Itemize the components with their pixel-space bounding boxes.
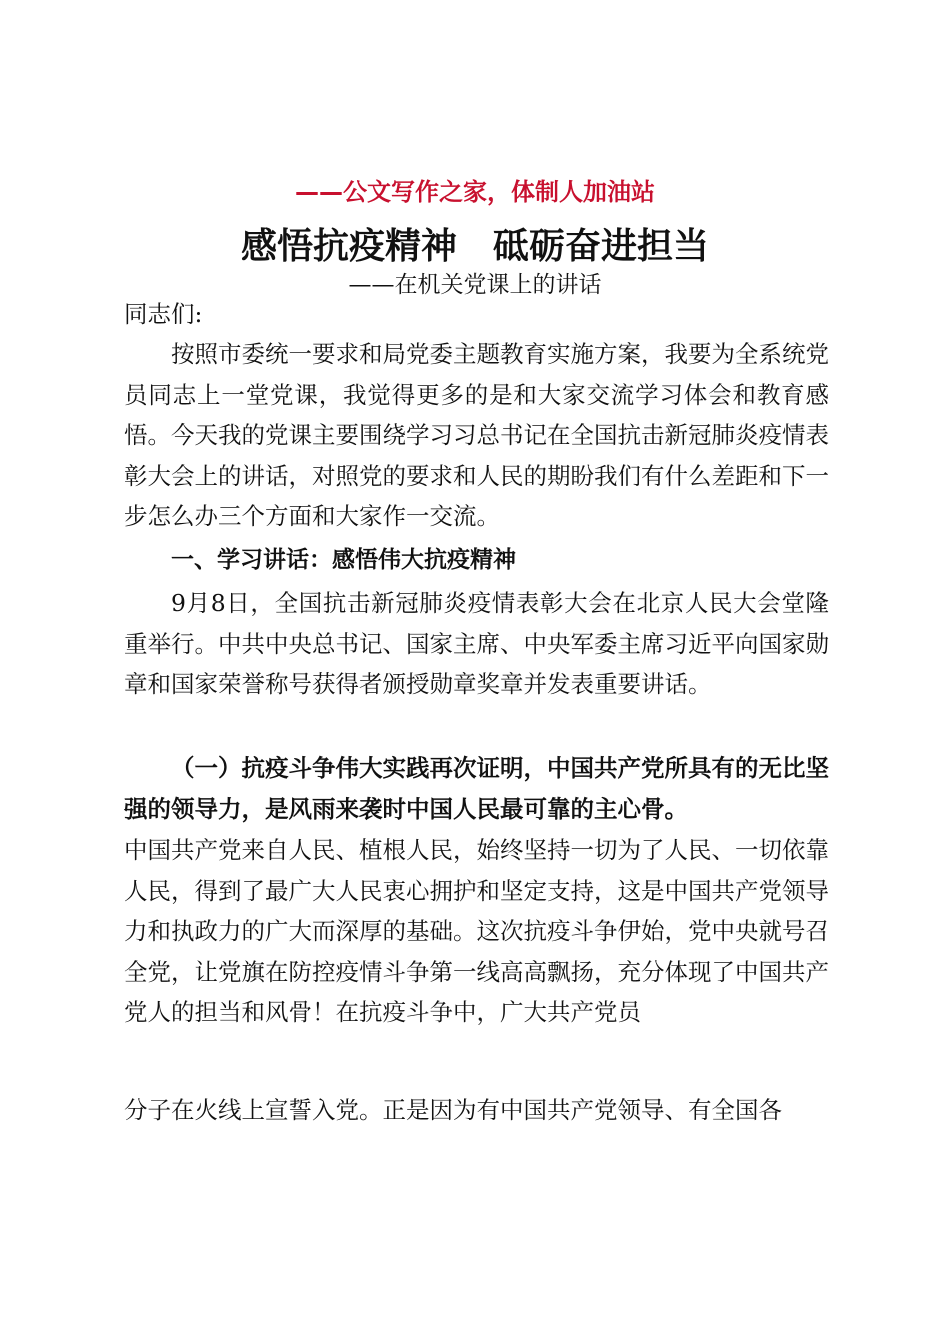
document-tagline: ——公文写作之家，体制人加油站 (295, 178, 655, 206)
sub-heading-1: （一）抗疫斗争伟大实践再次证明，中国共产党所具有的无比坚强的领导力，是风雨来袭时中国人民最可靠的主心骨。 (124, 754, 829, 823)
paragraph-event: 9月8日，全国抗击新冠肺炎疫情表彰大会在北京人民大会堂隆重举行。中共中央总书记、国家主席、中央军委主席习近平向国家勋章和国家荣誉称号获得者颁授勋章奖章并发表重要讲话。 (124, 589, 829, 698)
paragraph-continuation: 分子在火线上宣誓入党。正是因为有中国共产党领导、有全国各 (124, 1096, 782, 1124)
paragraph-party-leadership: 中国共产党来自人民、植根人民，始终坚持一切为了人民、一切依靠人民，得到了最广大人民衷心拥护和坚定支持，这是中国共产党领导力和执政力的广大而深厚的基础。这次抗疫斗争伊始，党中央就号召全党，让党旗在防控疫情斗争第一线高高飘扬，充分体现了中国共产党人的担当和风骨！在抗疫斗争中，广大共产党员 (124, 836, 829, 1026)
document-title: 感悟抗疫精神 砥砺奋进担当 (240, 225, 709, 267)
salutation: 同志们: (124, 300, 203, 328)
paragraph-intro: 按照市委统一要求和局党委主题教育实施方案，我要为全系统党员同志上一堂党课，我觉得更多的是和大家交流学习体会和教育感悟。今天我的党课主要围绕学习习总书记在全国抗击新冠肺炎疫情表彰大会上的讲话，对照党的要求和人民的期盼我们有什么差距和下一步怎么办三个方面和大家作一交流。 (124, 340, 829, 530)
section-heading-1: 一、学习讲话：感悟伟大抗疫精神 (171, 547, 516, 573)
document-subtitle: ——在机关党课上的讲话 (348, 272, 602, 298)
